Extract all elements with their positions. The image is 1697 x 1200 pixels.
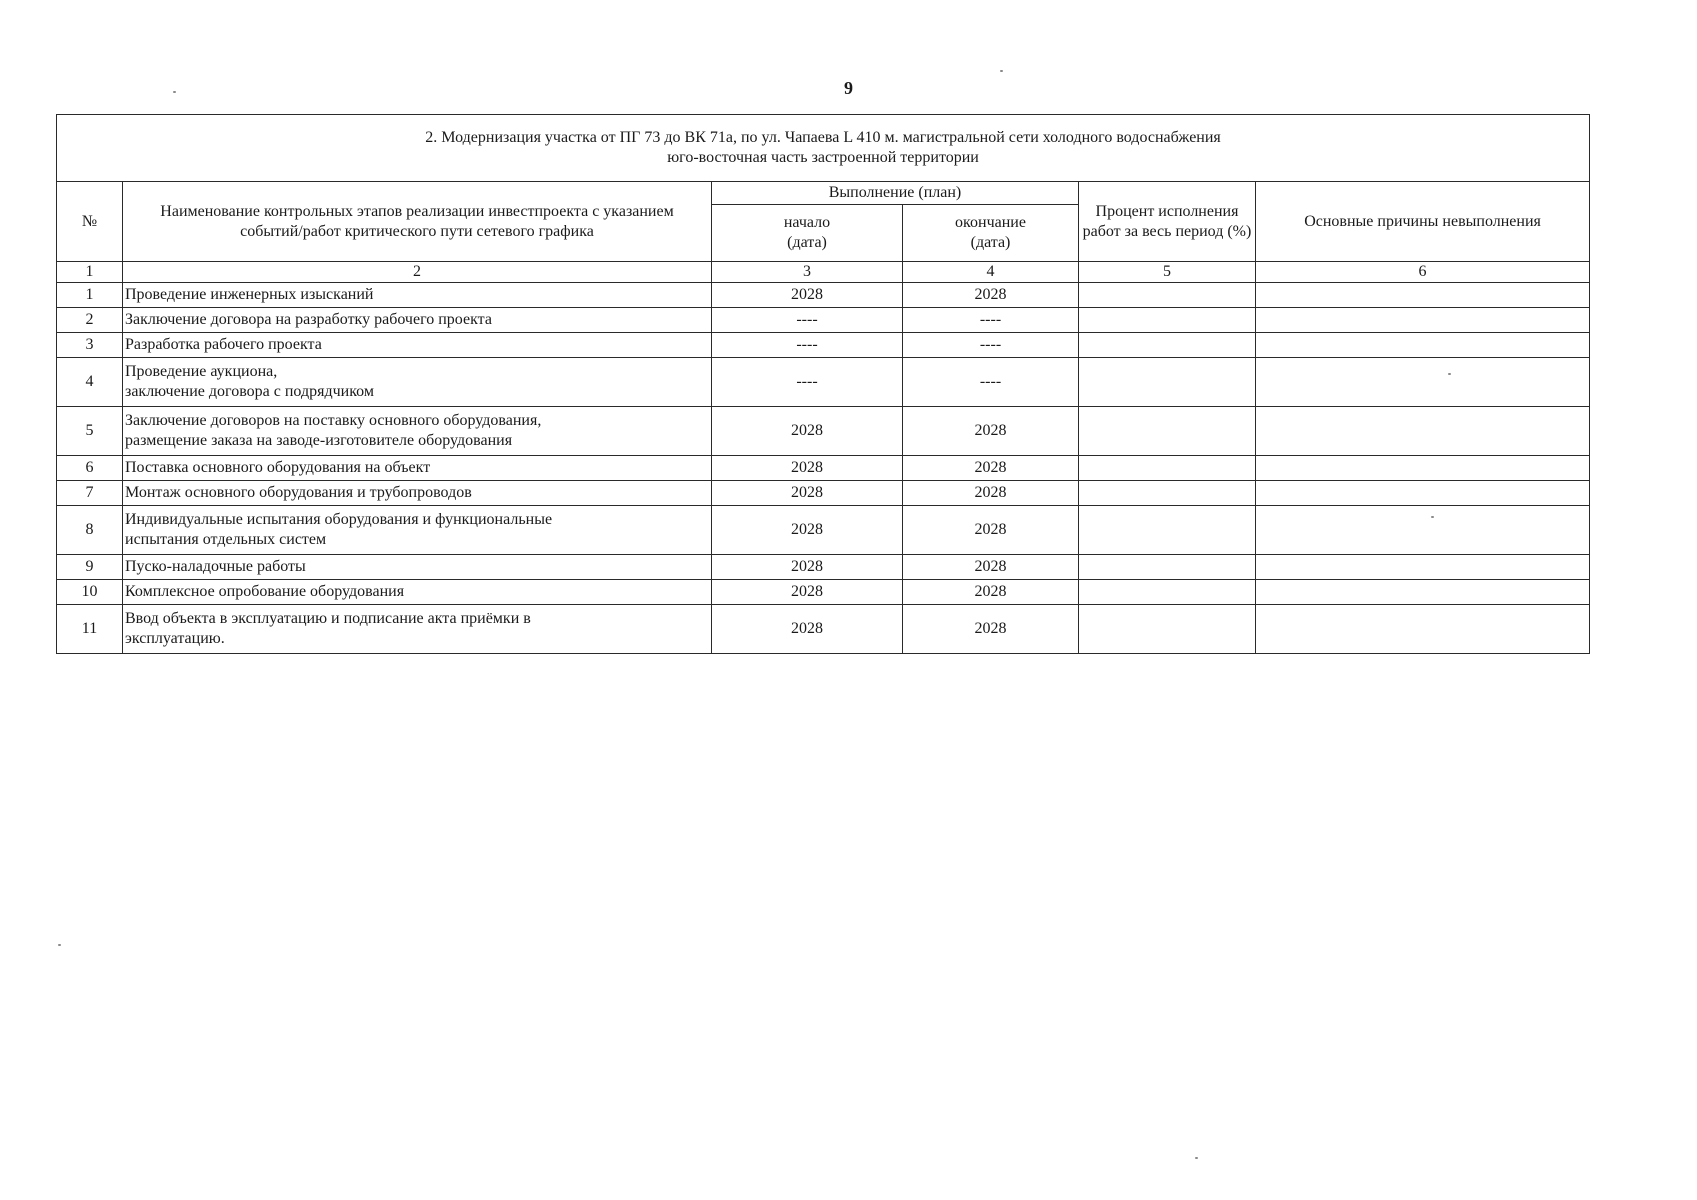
header-number: № <box>57 182 123 262</box>
stage-name-line-2: эксплуатацию. <box>125 630 225 647</box>
start-date: 2028 <box>712 506 903 555</box>
reason-cell <box>1256 358 1590 407</box>
start-date: 2028 <box>712 580 903 605</box>
percent-cell <box>1079 308 1256 333</box>
milestones-table <box>56 114 1590 654</box>
end-date: 2028 <box>903 481 1079 506</box>
row-number: 5 <box>57 407 123 456</box>
row-number: 3 <box>57 333 123 358</box>
reason-cell <box>1256 407 1590 456</box>
page-number: 9 <box>844 78 853 98</box>
column-number: 1 <box>57 262 123 283</box>
table-row <box>57 358 1590 407</box>
column-numbers-row <box>57 262 1590 283</box>
reason-cell <box>1256 283 1590 308</box>
stage-name-line-1: Проведение аукциона, <box>125 363 278 380</box>
row-number: 6 <box>57 456 123 481</box>
stage-name-line-1: Ввод объекта в эксплуатацию и подписание акта приёмки в <box>125 610 531 627</box>
header-stage-name: Наименование контрольных этапов реализации инвестпроекта с указанием событий/работ критического пути сетевого графика <box>123 182 712 262</box>
stage-name-line-2: размещение заказа на заводе-изготовителе оборудования <box>125 432 513 449</box>
table-row <box>57 555 1590 580</box>
row-number: 10 <box>57 580 123 605</box>
column-number: 6 <box>1256 262 1590 283</box>
start-date: ---- <box>712 333 903 358</box>
reason-cell <box>1256 333 1590 358</box>
table-title-row <box>57 115 1590 182</box>
row-number: 11 <box>57 605 123 654</box>
reason-cell <box>1256 555 1590 580</box>
reason-cell <box>1256 506 1590 555</box>
percent-cell <box>1079 456 1256 481</box>
table-row <box>57 506 1590 555</box>
percent-cell <box>1079 333 1256 358</box>
table-row <box>57 481 1590 506</box>
start-date: 2028 <box>712 407 903 456</box>
row-number: 1 <box>57 283 123 308</box>
percent-cell <box>1079 283 1256 308</box>
row-number: 7 <box>57 481 123 506</box>
percent-cell <box>1079 555 1256 580</box>
stage-name: Пуско-наладочные работы <box>123 555 712 580</box>
stage-name-line-1: Заключение договоров на поставку основного оборудования, <box>125 412 542 429</box>
stage-name-line-1: Индивидуальные испытания оборудования и функциональные <box>125 511 553 528</box>
header-reasons: Основные причины невыполнения <box>1256 182 1590 262</box>
stage-name <box>123 506 712 555</box>
stage-name <box>123 407 712 456</box>
scan-speck <box>1000 70 1003 72</box>
row-number: 9 <box>57 555 123 580</box>
stage-name: Заключение договора на разработку рабочего проекта <box>123 308 712 333</box>
end-date: 2028 <box>903 555 1079 580</box>
percent-cell <box>1079 605 1256 654</box>
end-date: ---- <box>903 358 1079 407</box>
end-date: ---- <box>903 308 1079 333</box>
stage-name <box>123 358 712 407</box>
start-date: 2028 <box>712 481 903 506</box>
end-date: 2028 <box>903 283 1079 308</box>
end-date: 2028 <box>903 580 1079 605</box>
column-number: 3 <box>712 262 903 283</box>
reason-cell <box>1256 580 1590 605</box>
scan-speck <box>1195 1157 1198 1159</box>
header-percent: Процент исполнения работ за весь период (%) <box>1079 182 1256 262</box>
percent-cell <box>1079 506 1256 555</box>
column-number: 2 <box>123 262 712 283</box>
percent-cell <box>1079 358 1256 407</box>
stage-name: Поставка основного оборудования на объект <box>123 456 712 481</box>
start-date: 2028 <box>712 283 903 308</box>
scan-speck <box>1448 373 1451 375</box>
row-number: 4 <box>57 358 123 407</box>
end-date: 2028 <box>903 407 1079 456</box>
stage-name-line-2: испытания отдельных систем <box>125 531 327 548</box>
table-title-line-2: юго-восточная часть застроенной территории <box>667 149 979 166</box>
reason-cell <box>1256 308 1590 333</box>
percent-cell <box>1079 407 1256 456</box>
stage-name: Проведение инженерных изысканий <box>123 283 712 308</box>
reason-cell <box>1256 456 1590 481</box>
start-date: ---- <box>712 308 903 333</box>
header-start-date: начало (дата) <box>712 205 903 262</box>
column-number: 4 <box>903 262 1079 283</box>
table-row <box>57 283 1590 308</box>
percent-cell <box>1079 580 1256 605</box>
table-row <box>57 456 1590 481</box>
end-date: ---- <box>903 333 1079 358</box>
start-date: 2028 <box>712 605 903 654</box>
scan-speck <box>1431 516 1434 518</box>
table-row <box>57 605 1590 654</box>
table-row <box>57 580 1590 605</box>
stage-name: Разработка рабочего проекта <box>123 333 712 358</box>
start-date: 2028 <box>712 555 903 580</box>
stage-name-line-2: заключение договора с подрядчиком <box>125 383 374 400</box>
table-row <box>57 308 1590 333</box>
stage-name: Комплексное опробование оборудования <box>123 580 712 605</box>
scan-speck <box>58 944 61 946</box>
reason-cell <box>1256 481 1590 506</box>
reason-cell <box>1256 605 1590 654</box>
header-row-1 <box>57 182 1590 205</box>
start-date: 2028 <box>712 456 903 481</box>
end-date: 2028 <box>903 456 1079 481</box>
header-execution-plan: Выполнение (план) <box>712 182 1079 205</box>
stage-name <box>123 605 712 654</box>
column-number: 5 <box>1079 262 1256 283</box>
table-row <box>57 407 1590 456</box>
end-date: 2028 <box>903 506 1079 555</box>
start-date: ---- <box>712 358 903 407</box>
document-sheet <box>56 114 1589 654</box>
table-title-line-1: 2. Модернизация участка от ПГ 73 до ВК 71а, по ул. Чапаева L 410 м. магистральной сети холодного водоснабжения <box>425 129 1221 146</box>
row-number: 8 <box>57 506 123 555</box>
percent-cell <box>1079 481 1256 506</box>
table-row <box>57 333 1590 358</box>
scan-speck <box>173 91 176 93</box>
end-date: 2028 <box>903 605 1079 654</box>
header-end-date: окончание (дата) <box>903 205 1079 262</box>
row-number: 2 <box>57 308 123 333</box>
stage-name: Монтаж основного оборудования и трубопроводов <box>123 481 712 506</box>
table-title <box>57 115 1590 182</box>
